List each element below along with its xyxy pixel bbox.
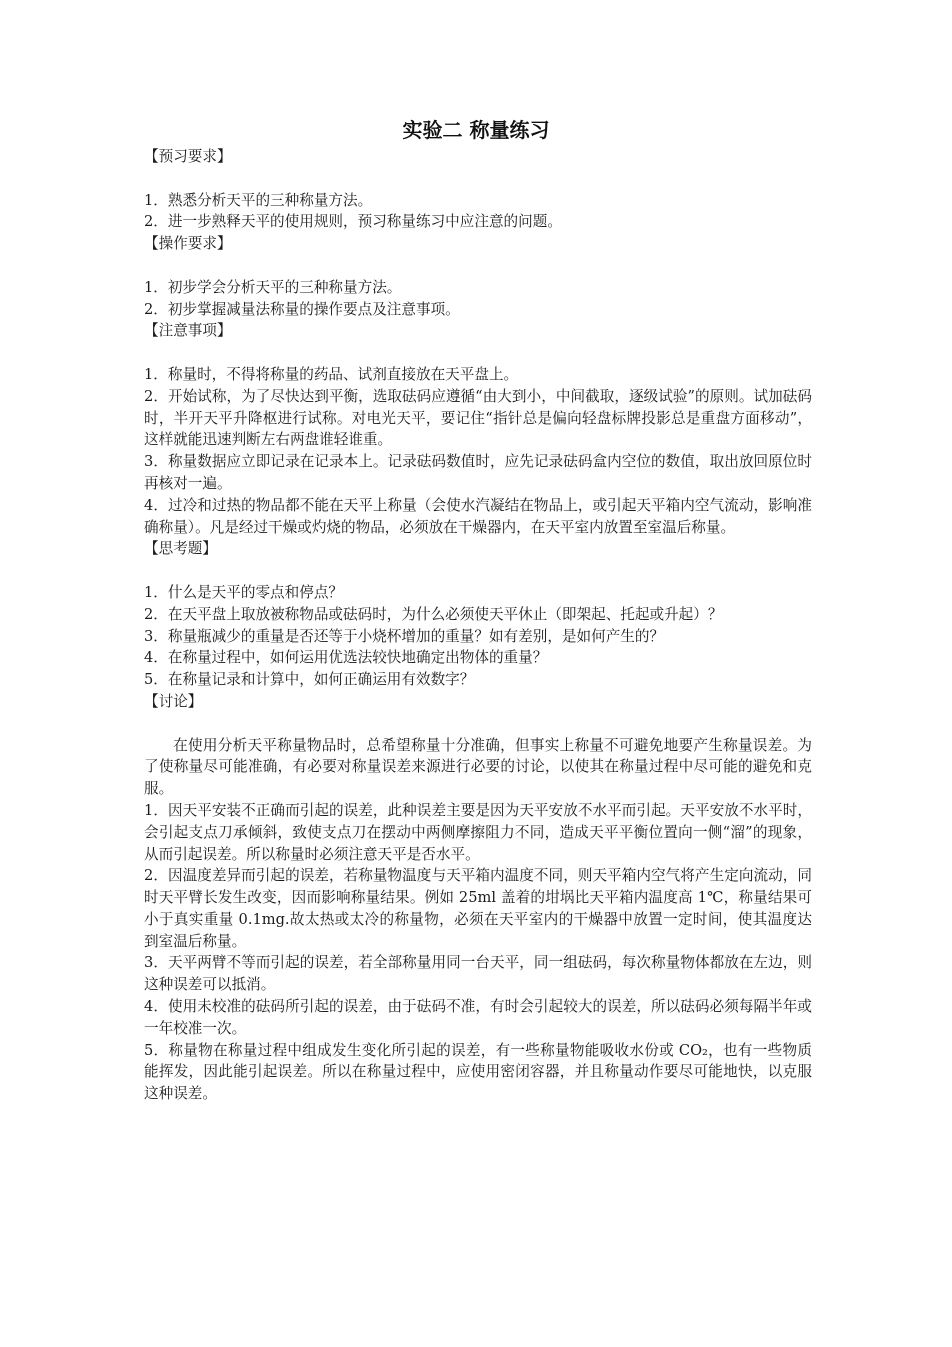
question-item: 3．称量瓶减少的重量是否还等于小烧杯增加的重量？如有差别，是如何产生的？ [144,627,665,645]
preview-item: 1．熟悉分析天平的三种称量方法。 [144,191,373,209]
page-title: 实验二 称量练习 [402,118,550,142]
question-item: 4．在称量过程中，如何运用优选法较快地确定出物体的重量？ [144,649,548,667]
operation-item: 1．初步学会分析天平的三种称量方法。 [144,278,402,296]
spacer [144,713,812,735]
notes-item: 3．称量数据应立即记录在记录本上。记录砝码数值时，应先记录砝码盒内空位的数值，取出放回原位时再核对一遍。 [144,453,812,492]
spacer [144,342,812,364]
question-item: 1．什么是天平的零点和停点？ [144,583,344,601]
operation-item: 2．初步掌握减量法称量的操作要点及注意事项。 [144,300,460,318]
spacer [144,560,812,582]
spacer [144,168,812,190]
notes-item: 4．过冷和过热的物品都不能在天平上称量（会使水汽凝结在物品上，或引起天平箱内空气流动，影响准确称量）。凡是经过干燥或灼烧的物品，必须放在干燥器内，在天平室内放置至室温后称量。 [144,496,812,536]
spacer [144,255,812,277]
discussion-item: 4．使用未校准的砝码所引起的误差，由于砝码不准，有时会引起较大的误差，所以砝码必须每隔半年或一年校准一次。 [144,998,812,1037]
notes-item: 1．称量时，不得将称量的药品、试剂直接放在天平盘上。 [144,365,519,383]
document-body [144,146,812,1105]
section-heading-discussion: 【讨论】 [144,692,203,710]
notes-item: 2．开始试称，为了尽快达到平衡，选取砝码应遵循“由大到小，中间截取，逐级试验”的原则。试加砝码时，半开天平升降枢进行试称。对电光天平，要记住“指针总是偏向轻盘标牌投影总是重盘方面移动”，这样就能迅速判断左右两盘谁轻谁重。 [144,387,812,449]
section-heading-preview: 【预习要求】 [144,148,232,165]
section-heading-notes: 【注意事项】 [144,322,232,340]
discussion-item: 5．称量物在称量过程中组成发生变化所引起的误差，有一些称量物能吸收水份或 CO₂，也有一些物质能挥发，因此能引起误差。所以在称量过程中，应使用密闭容器，并且称量动作要尽可能地快，以克服这种误差。 [144,1041,812,1103]
section-heading-questions: 【思考题】 [144,540,217,558]
discussion-item: 2．因温度差异而引起的误差，若称量物温度与天平箱内温度不同，则天平箱内空气将产生定向流动，同时天平臂长发生改变，因而影响称量结果。例如 25ml 盖着的坩埚比天平箱内温度高 1℃，称量结果可小于真实重量 0.1mg.故太热或太冷的称量物，必须在天平室内的干燥器中放置一定时间，使其温度达到室温后称量。 [144,867,812,950]
discussion-intro: 在使用分析天平称量物品时，总希望称量十分准确，但事实上称量不可避免地要产生称量误差。为了使称量尽可能准确，有必要对称量误差来源进行必要的讨论，以使其在称量过程中尽可能的避免和克服。 [144,736,812,798]
discussion-item: 3．天平两臂不等而引起的误差，若全部称量用同一台天平，同一组砝码，每次称量物体都放在左边，则这种误差可以抵消。 [144,954,812,994]
discussion-item: 1．因天平安装不正确而引起的误差，此种误差主要是因为天平安放不水平而引起。天平安放不水平时，会引起支点刀承倾斜，致使支点刀在摆动中两侧摩擦阻力不同，造成天平平衡位置向一侧“溜”的现象，从而引起误差。所以称量时必须注意天平是否水平。 [144,801,812,863]
question-item: 5．在称量记录和计算中，如何正确运用有效数字？ [144,671,475,689]
preview-item: 2．进一步熟释天平的使用规则，预习称量练习中应注意的问题。 [144,213,562,231]
question-item: 2．在天平盘上取放被称物品或砝码时，为什么必须使天平休止（即架起、托起或升起）？ [144,605,723,623]
section-heading-operation: 【操作要求】 [144,235,232,253]
